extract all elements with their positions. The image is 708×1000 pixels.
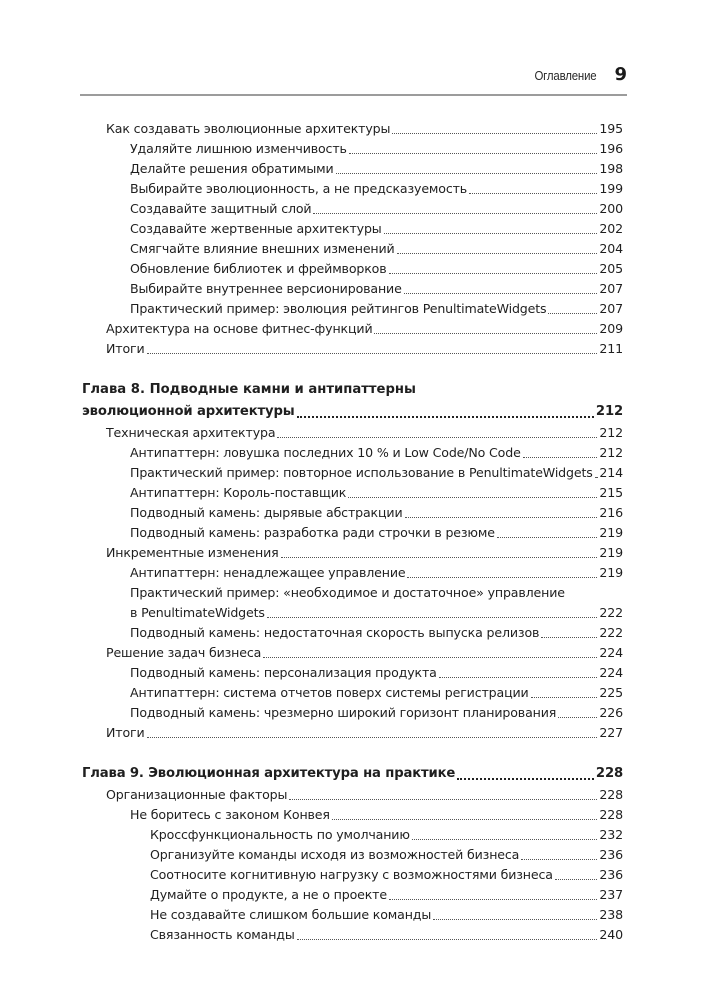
toc-entry[interactable] — [82, 905, 623, 925]
toc-entry[interactable] — [82, 703, 623, 723]
page-ref: 228 — [599, 807, 623, 822]
dot-leader — [397, 252, 598, 254]
entry-label: Инкрементные изменения — [106, 545, 279, 560]
toc-entry[interactable] — [82, 885, 623, 905]
toc-entry[interactable] — [82, 683, 623, 703]
toc-entry[interactable] — [82, 925, 623, 945]
toc-entry[interactable] — [82, 339, 623, 359]
toc-entry[interactable] — [82, 563, 623, 583]
dot-leader — [407, 576, 597, 578]
chapter-title-line[interactable]: Глава 8. Подводные камни и антипаттерны — [82, 382, 416, 397]
page-ref: 212 — [599, 425, 623, 440]
chapter-8-entries — [82, 623, 623, 743]
dot-leader — [336, 172, 598, 174]
entry-label: Подводный камень: персонализация продукта — [130, 665, 437, 680]
page-ref: 226 — [599, 705, 623, 720]
toc-entry[interactable] — [82, 319, 623, 339]
dot-leader — [439, 676, 598, 678]
page-ref: 240 — [599, 927, 623, 942]
toc-entry[interactable] — [82, 423, 623, 443]
toc-entry[interactable] — [82, 299, 623, 319]
page-ref: 236 — [599, 867, 623, 882]
page-ref: 228 — [595, 766, 623, 781]
dot-leader — [555, 878, 598, 880]
page-ref: 222 — [599, 625, 623, 640]
dot-leader — [457, 777, 594, 780]
dot-leader — [374, 332, 597, 334]
chapter-title-entry[interactable] — [82, 763, 623, 785]
dot-leader — [469, 192, 597, 194]
dot-leader — [404, 292, 598, 294]
page-ref: 205 — [599, 261, 623, 276]
page-ref: 224 — [599, 665, 623, 680]
dot-leader — [147, 736, 598, 738]
entry-label: Удаляйте лишнюю изменчивость — [130, 141, 347, 156]
running-header-title: Оглавление — [534, 68, 597, 83]
dot-leader — [313, 212, 597, 214]
entry-label: Организационные факторы — [106, 787, 288, 802]
entry-label: Решение задач бизнеса — [106, 645, 262, 660]
page-ref: 224 — [599, 645, 623, 660]
entry-label: Антипаттерн: система отчетов поверх системы регистрации — [130, 685, 529, 700]
page-ref: 212 — [595, 404, 623, 419]
page-ref: 211 — [599, 341, 623, 356]
page-ref: 209 — [599, 321, 623, 336]
toc-entry[interactable] — [82, 119, 623, 139]
entry-label: Выбирайте эволюционность, а не предсказуемость — [130, 181, 468, 196]
entry-label: Итоги — [106, 341, 145, 356]
entry-label: Кроссфункциональность по умолчанию — [150, 827, 410, 842]
page-ref: 219 — [599, 525, 623, 540]
entry-label: Антипаттерн: ловушка последних 10 % и Low Code/No Code — [130, 445, 521, 460]
entry-label: Создавайте защитный слой — [130, 201, 312, 216]
dot-leader — [348, 496, 597, 498]
dot-leader — [263, 656, 597, 658]
dot-leader — [405, 516, 598, 518]
dot-leader — [412, 838, 598, 840]
toc-entry[interactable] — [82, 259, 623, 279]
page-ref: 222 — [599, 605, 623, 620]
toc-entry[interactable] — [82, 805, 623, 825]
dot-leader — [523, 456, 598, 458]
entry-label: Практический пример: повторное использование в PenultimateWidgets — [130, 465, 593, 480]
page-ref: 207 — [599, 301, 623, 316]
dot-leader — [558, 716, 597, 718]
dot-leader — [289, 798, 597, 800]
entry-label: Архитектура на основе фитнес-функций — [106, 321, 373, 336]
table-of-contents — [82, 119, 623, 945]
entry-label: Думайте о продукте, а не о проекте — [150, 887, 387, 902]
dot-leader — [541, 636, 597, 638]
page-ref: 232 — [599, 827, 623, 842]
page-ref: 227 — [599, 725, 623, 740]
entry-label: Итоги — [106, 725, 145, 740]
dot-leader — [433, 918, 597, 920]
entry-label: Подводный камень: чрезмерно широкий горизонт планирования — [130, 705, 557, 720]
dot-leader — [147, 352, 598, 354]
toc-entry[interactable] — [82, 523, 623, 543]
dot-leader — [595, 476, 598, 478]
dot-leader — [548, 312, 597, 314]
dot-leader — [281, 556, 598, 558]
toc-entry[interactable] — [82, 159, 623, 179]
dot-leader — [392, 132, 597, 134]
entry-label: Не боритесь с законом Конвея — [130, 807, 330, 822]
entry-label: Антипаттерн: Король-поставщик — [130, 485, 347, 500]
page-ref: 200 — [599, 201, 623, 216]
entry-label: Делайте решения обратимыми — [130, 161, 334, 176]
toc-entry[interactable] — [82, 543, 623, 563]
dot-leader — [267, 616, 598, 618]
entry-label: Организуйте команды исходя из возможностей бизнеса — [150, 847, 520, 862]
chapter-9-entries — [82, 785, 623, 945]
toc-entry[interactable] — [82, 825, 623, 845]
page-ref: 238 — [599, 907, 623, 922]
page-ref: 215 — [599, 485, 623, 500]
chapter-title-line: эволюционной архитектуры — [82, 404, 295, 419]
chapter-8-entries — [82, 423, 623, 583]
page-ref: 199 — [599, 181, 623, 196]
entry-label: Выбирайте внутреннее версионирование — [130, 281, 402, 296]
dot-leader — [521, 858, 597, 860]
dot-leader — [389, 898, 597, 900]
toc-entry[interactable] — [82, 139, 623, 159]
entry-label: Техническая архитектура — [106, 425, 276, 440]
page-ref: 219 — [599, 565, 623, 580]
entry-label: Смягчайте влияние внешних изменений — [130, 241, 395, 256]
entry-label: Антипаттерн: ненадлежащее управление — [130, 565, 406, 580]
entry-label-line: Практический пример: «необходимое и достаточное» управление — [130, 585, 565, 600]
page-ref: 204 — [599, 241, 623, 256]
entry-label: Подводный камень: недостаточная скорость выпуска релизов — [130, 625, 540, 640]
chapter-9 — [82, 763, 623, 945]
toc-entry[interactable] — [82, 219, 623, 239]
page-ref: 198 — [599, 161, 623, 176]
toc-entry-wrapped[interactable] — [82, 583, 623, 623]
toc-entry[interactable] — [82, 845, 623, 865]
page-ref: 196 — [599, 141, 623, 156]
page-ref: 237 — [599, 887, 623, 902]
dot-leader — [349, 152, 598, 154]
page-ref: 202 — [599, 221, 623, 236]
dot-leader — [384, 232, 598, 234]
dot-leader — [332, 818, 598, 820]
toc-entry[interactable] — [82, 199, 623, 219]
page-ref: 212 — [599, 445, 623, 460]
entry-label: Подводный камень: разработка ради строчки в резюме — [130, 525, 495, 540]
page-ref: 228 — [599, 787, 623, 802]
entry-label: Соотносите когнитивную нагрузку с возможностями бизнеса — [150, 867, 553, 882]
dot-leader — [297, 938, 598, 940]
toc-entry[interactable] — [82, 785, 623, 805]
page-number: 9 — [614, 64, 627, 85]
toc-entry[interactable] — [82, 723, 623, 743]
dot-leader — [297, 415, 594, 418]
dot-leader — [277, 436, 597, 438]
page-ref: 214 — [599, 465, 623, 480]
running-header — [80, 64, 627, 96]
toc-entry[interactable] — [82, 483, 623, 503]
page-ref: 225 — [599, 685, 623, 700]
entry-label: Связанность команды — [150, 927, 295, 942]
chapter-8 — [82, 379, 623, 743]
entry-label: Не создавайте слишком большие команды — [150, 907, 432, 922]
toc-entry[interactable] — [82, 443, 623, 463]
page-ref: 216 — [599, 505, 623, 520]
toc-entry[interactable] — [82, 663, 623, 683]
toc-block-chapter7-continued — [82, 119, 623, 359]
entry-label-line: в PenultimateWidgets — [130, 605, 265, 620]
toc-entry[interactable] — [82, 865, 623, 885]
page-ref: 195 — [599, 121, 623, 136]
toc-entry[interactable] — [82, 643, 623, 663]
entry-label: Как создавать эволюционные архитектуры — [106, 121, 391, 136]
toc-entry[interactable] — [82, 463, 623, 483]
chapter-title-entry[interactable] — [82, 401, 623, 423]
dot-leader — [497, 536, 598, 538]
dot-leader — [389, 272, 598, 274]
chapter-title: Глава 9. Эволюционная архитектура на практике — [82, 766, 456, 781]
toc-entry[interactable] — [82, 179, 623, 199]
entry-label: Подводный камень: дырявые абстракции — [130, 505, 403, 520]
page-ref: 236 — [599, 847, 623, 862]
toc-entry[interactable] — [82, 239, 623, 259]
toc-entry[interactable] — [82, 279, 623, 299]
toc-entry[interactable] — [82, 623, 623, 643]
page-ref: 219 — [599, 545, 623, 560]
entry-label: Создавайте жертвенные архитектуры — [130, 221, 382, 236]
dot-leader — [531, 696, 598, 698]
page-ref: 207 — [599, 281, 623, 296]
entry-label: Обновление библиотек и фреймворков — [130, 261, 387, 276]
toc-entry[interactable] — [82, 503, 623, 523]
entry-label: Практический пример: эволюция рейтингов PenultimateWidgets — [130, 301, 547, 316]
